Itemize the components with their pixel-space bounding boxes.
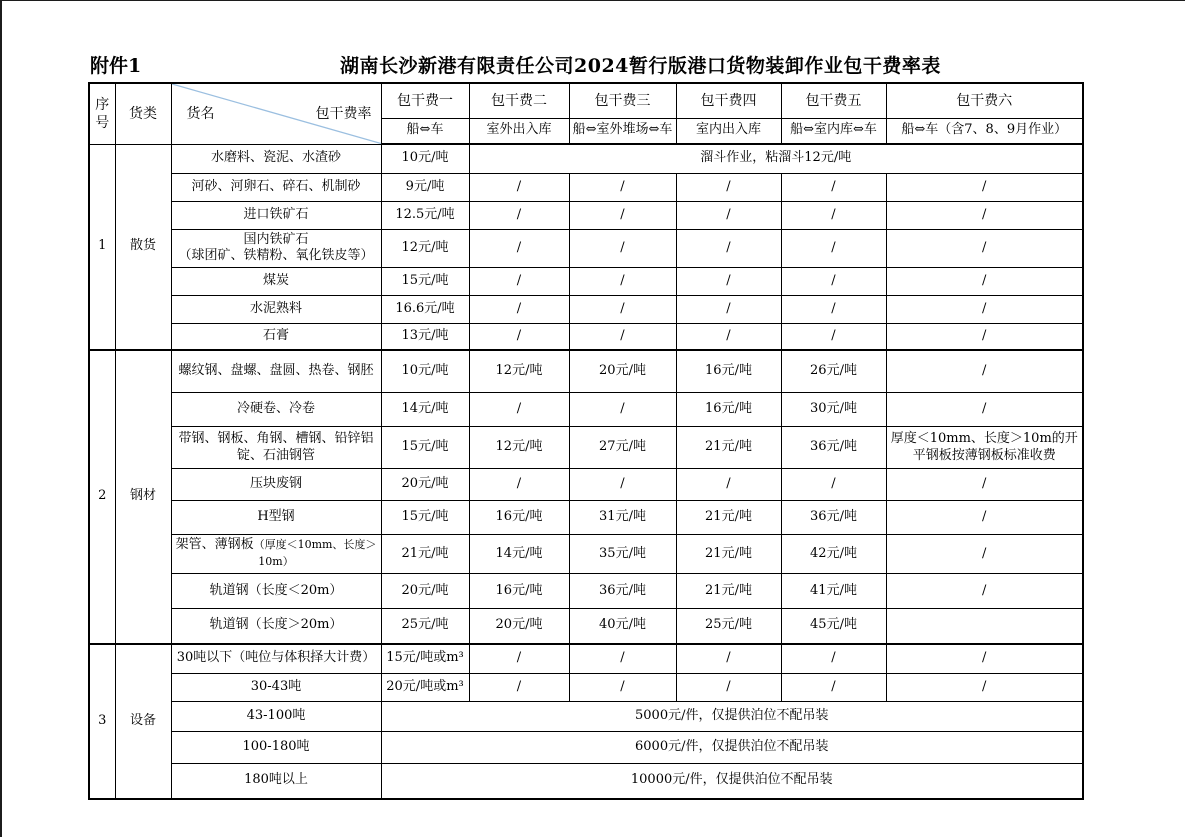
fee-cell: / (469, 201, 569, 229)
table-row (89, 702, 1083, 732)
fee-cell: / (469, 324, 569, 350)
table-row (89, 268, 1083, 296)
fee-cell: 21元/吨 (676, 535, 781, 574)
fee-cell: 21元/吨 (381, 535, 469, 574)
header-fee3-sub-cell: 船⇔室外堆场⇔车 (569, 118, 676, 144)
cargo-name-cell: 河砂、河卵石、碎石、机制砂 (171, 173, 381, 201)
table-row (89, 296, 1083, 324)
cargo-name-cell: 30-43吨 (171, 674, 381, 702)
header-fee1-cell: 包干费一 (381, 83, 469, 118)
header-fee2-sub-cell: 室外出入库 (469, 118, 569, 144)
fee-cell: 14元/吨 (381, 393, 469, 427)
header-rate-label: 包干费率 (315, 105, 372, 122)
cargo-name-cell: 进口铁矿石 (171, 201, 381, 229)
fee-cell: 36元/吨 (781, 427, 886, 469)
fee-cell: / (781, 324, 886, 350)
fee-cell: 20元/吨 (469, 609, 569, 644)
fee-cell: / (676, 173, 781, 201)
fee-cell: / (569, 229, 676, 268)
fee-cell: / (469, 296, 569, 324)
fee-cell: / (886, 574, 1083, 609)
fee-cell: / (886, 350, 1083, 393)
note-cell: 厚度＜10mm、长度＞10m的开平钢板按薄钢板标准收费 (886, 427, 1083, 469)
fee-cell: 41元/吨 (781, 574, 886, 609)
fee-cell: 16元/吨 (469, 501, 569, 535)
table-row (89, 201, 1083, 229)
page-title: 湖南长沙新港有限责任公司2024暂行版港口货物装卸作业包干费率表 (340, 55, 941, 77)
fee-cell: / (886, 229, 1083, 268)
note-cell: 6000元/件，仅提供泊位不配吊装 (381, 732, 1083, 764)
cargo-name-line2: （球团矿、铁精粉、氧化铁皮等） (178, 248, 374, 264)
fee-cell: / (676, 268, 781, 296)
fee-cell: 9元/吨 (381, 173, 469, 201)
header-seq-cell: 序号 (89, 83, 115, 144)
note-cell: 溜斗作业，粘溜斗12元/吨 (469, 144, 1083, 173)
fee-cell: 12元/吨 (381, 229, 469, 268)
fee-cell: / (781, 674, 886, 702)
cargo-name-cell (171, 535, 381, 574)
fee-cell: 42元/吨 (781, 535, 886, 574)
cargo-name-cell: 煤炭 (171, 268, 381, 296)
fee-cell: / (886, 393, 1083, 427)
fee-cell: / (469, 173, 569, 201)
fee-cell: 20元/吨 (569, 350, 676, 393)
fee-cell: / (469, 469, 569, 501)
cargo-name-cell: 43-100吨 (171, 702, 381, 732)
cargo-name-cell: 轨道钢（长度＞20m） (171, 609, 381, 644)
fee-cell: / (569, 173, 676, 201)
fee-rate-table (88, 82, 1084, 800)
table-row (89, 229, 1083, 268)
fee-cell: / (569, 644, 676, 674)
attachment-label: 附件1 (90, 55, 142, 77)
fee-cell: 16元/吨 (469, 574, 569, 609)
fee-cell: / (469, 229, 569, 268)
cargo-name-cell: H型钢 (171, 501, 381, 535)
section-type-cell: 钢材 (115, 350, 171, 644)
cargo-name-cell: 螺纹钢、盘螺、盘圆、热卷、钢胚 (171, 350, 381, 393)
fee-cell: / (676, 201, 781, 229)
fee-cell: / (886, 268, 1083, 296)
section-seq-cell: 3 (89, 644, 115, 799)
cargo-name-cell: 水泥熟料 (171, 296, 381, 324)
note-cell: 5000元/件，仅提供泊位不配吊装 (381, 702, 1083, 732)
cargo-name-cell: 水磨料、瓷泥、水渣砂 (171, 144, 381, 173)
fee-cell: / (781, 201, 886, 229)
table-row (89, 674, 1083, 702)
fee-cell: 10元/吨 (381, 144, 469, 173)
table-row (89, 350, 1083, 393)
fee-cell: / (781, 644, 886, 674)
cargo-name-cell (171, 229, 381, 268)
cargo-name-cell: 带钢、钢板、角钢、槽钢、铅锌铝锭、石油钢管 (171, 427, 381, 469)
fee-cell: / (886, 324, 1083, 350)
cargo-name-main: 架管、薄钢板 (175, 537, 254, 553)
fee-cell: 36元/吨 (569, 574, 676, 609)
fee-cell: 10元/吨 (381, 350, 469, 393)
section-type-cell: 设备 (115, 644, 171, 799)
table-row (89, 764, 1083, 799)
cargo-name-cell: 180吨以上 (171, 764, 381, 799)
fee-cell: 31元/吨 (569, 501, 676, 535)
header-cargo-type-cell: 货类 (115, 83, 171, 144)
fee-cell (886, 609, 1083, 644)
fee-cell: 25元/吨 (676, 609, 781, 644)
cargo-name-cell: 100-180吨 (171, 732, 381, 764)
fee-cell: / (886, 469, 1083, 501)
fee-cell: 20元/吨 (381, 574, 469, 609)
fee-cell: 20元/吨 (381, 469, 469, 501)
fee-cell: / (469, 393, 569, 427)
cargo-name-note: （厚度＜10mm、长度＞10m） (253, 538, 377, 569)
table-row (89, 574, 1083, 609)
table-row (89, 144, 1083, 173)
header-cargo-name-label: 货名 (186, 105, 215, 122)
fee-cell: 13元/吨 (381, 324, 469, 350)
header-fee6-cell: 包干费六 (886, 83, 1083, 118)
fee-cell: 25元/吨 (381, 609, 469, 644)
fee-cell: / (886, 535, 1083, 574)
header-fee6-sub-cell: 船⇔车（含7、8、9月作业） (886, 118, 1083, 144)
fee-cell: / (886, 296, 1083, 324)
fee-cell: / (886, 674, 1083, 702)
fee-cell: 21元/吨 (676, 574, 781, 609)
fee-cell: 36元/吨 (781, 501, 886, 535)
fee-cell: / (781, 173, 886, 201)
section-seq-cell: 1 (89, 144, 115, 350)
fee-cell: 16元/吨 (676, 393, 781, 427)
fee-cell: 21元/吨 (676, 427, 781, 469)
fee-cell: / (886, 201, 1083, 229)
header-fee1-sub-cell: 船⇔车 (381, 118, 469, 144)
fee-cell: / (781, 268, 886, 296)
fee-cell: 12元/吨 (469, 427, 569, 469)
header-fee4-cell: 包干费四 (676, 83, 781, 118)
header-diagonal-cell (171, 83, 381, 144)
fee-cell: / (886, 173, 1083, 201)
fee-cell: / (781, 229, 886, 268)
fee-cell: 27元/吨 (569, 427, 676, 469)
table-row (89, 393, 1083, 427)
fee-cell: / (469, 674, 569, 702)
fee-cell: / (886, 644, 1083, 674)
fee-cell: 15元/吨 (381, 268, 469, 296)
table-row (89, 644, 1083, 674)
header-fee5-sub-cell: 船⇔室内库⇔车 (781, 118, 886, 144)
fee-cell: / (781, 296, 886, 324)
table-row (89, 469, 1083, 501)
fee-cell: / (569, 324, 676, 350)
note-cell: 10000元/件，仅提供泊位不配吊装 (381, 764, 1083, 799)
table-row (89, 324, 1083, 350)
cargo-name-cell: 石膏 (171, 324, 381, 350)
fee-cell: 15元/吨或m³ (381, 644, 469, 674)
fee-cell: / (676, 229, 781, 268)
fee-cell: / (469, 268, 569, 296)
cargo-name-cell: 冷硬卷、冷卷 (171, 393, 381, 427)
fee-cell: 26元/吨 (781, 350, 886, 393)
header-fee4-sub-cell: 室内出入库 (676, 118, 781, 144)
fee-cell: / (676, 469, 781, 501)
fee-cell: 21元/吨 (676, 501, 781, 535)
fee-cell: 12.5元/吨 (381, 201, 469, 229)
table-row (89, 427, 1083, 469)
fee-cell: / (676, 296, 781, 324)
fee-cell: 12元/吨 (469, 350, 569, 393)
table-header-row (89, 83, 1083, 118)
fee-cell: / (676, 674, 781, 702)
fee-cell: / (676, 324, 781, 350)
fee-cell: / (569, 674, 676, 702)
fee-cell: / (886, 501, 1083, 535)
fee-cell: 14元/吨 (469, 535, 569, 574)
fee-cell: 45元/吨 (781, 609, 886, 644)
header-fee5-cell: 包干费五 (781, 83, 886, 118)
header-fee2-cell: 包干费二 (469, 83, 569, 118)
fee-cell: 16.6元/吨 (381, 296, 469, 324)
header-fee3-cell: 包干费三 (569, 83, 676, 118)
table-row (89, 732, 1083, 764)
table-row (89, 535, 1083, 574)
fee-cell: / (569, 296, 676, 324)
fee-cell: / (676, 644, 781, 674)
fee-cell: 20元/吨或m³ (381, 674, 469, 702)
cargo-name-cell: 轨道钢（长度＜20m） (171, 574, 381, 609)
cargo-name-line1: 国内铁矿石 (243, 231, 309, 247)
cargo-name-cell: 30吨以下（吨位与体积择大计费） (171, 644, 381, 674)
fee-cell: / (569, 201, 676, 229)
fee-cell: 15元/吨 (381, 501, 469, 535)
fee-cell: 15元/吨 (381, 427, 469, 469)
section-seq-cell: 2 (89, 350, 115, 644)
cargo-name-cell: 压块废钢 (171, 469, 381, 501)
fee-cell: / (569, 469, 676, 501)
table-row (89, 501, 1083, 535)
fee-cell: / (781, 469, 886, 501)
section-type-cell: 散货 (115, 144, 171, 350)
fee-cell: / (569, 393, 676, 427)
fee-cell: / (569, 268, 676, 296)
fee-cell: 40元/吨 (569, 609, 676, 644)
fee-cell: 30元/吨 (781, 393, 886, 427)
table-row (89, 609, 1083, 644)
fee-cell: / (469, 644, 569, 674)
table-row (89, 173, 1083, 201)
fee-cell: 16元/吨 (676, 350, 781, 393)
fee-cell: 35元/吨 (569, 535, 676, 574)
